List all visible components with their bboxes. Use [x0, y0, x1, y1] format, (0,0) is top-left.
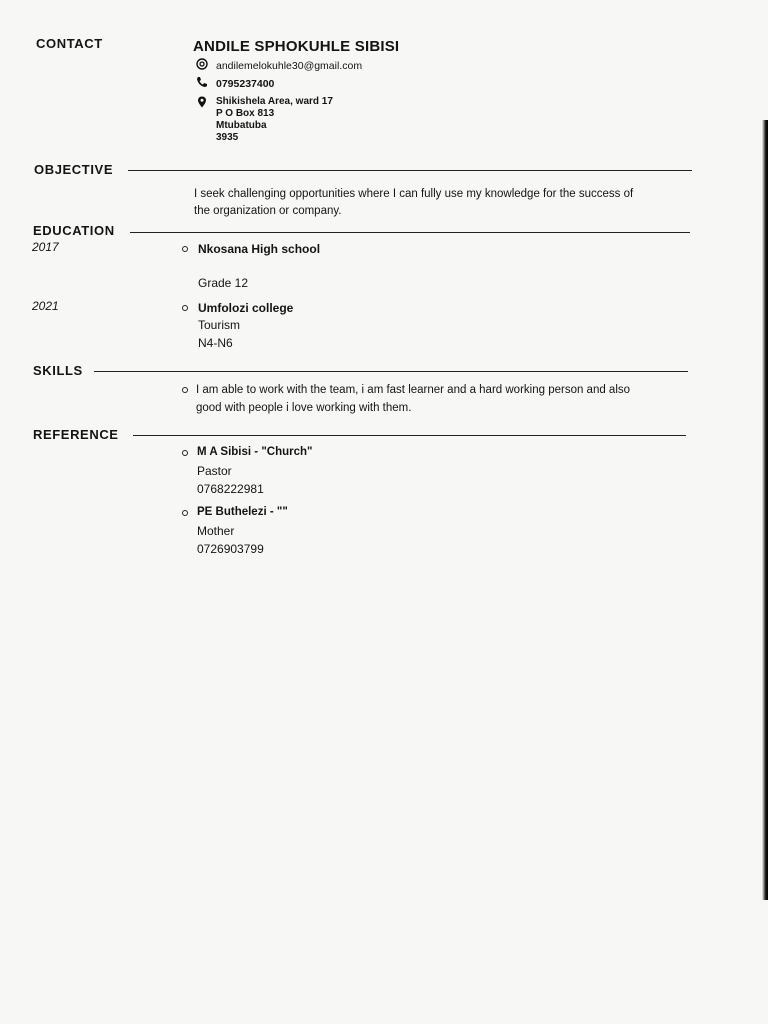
education-divider	[130, 232, 690, 233]
bullet-icon	[182, 246, 188, 252]
bullet-icon	[182, 305, 188, 311]
address-line-2: P O Box 813	[216, 108, 275, 119]
email-text: andilemelokuhle30@gmail.com	[216, 59, 363, 72]
reference-name: PE Buthelezi - ""	[197, 506, 288, 518]
reference-phone: 0726903799	[197, 542, 264, 556]
bullet-icon	[182, 450, 188, 456]
objective-line-1: I seek challenging opportunities where I can fully use my knowledge for the success of	[194, 188, 634, 200]
education-heading: EDUCATION	[33, 223, 115, 238]
education-school: Umfolozi college	[198, 301, 294, 315]
skills-line-2: good with people i love working with them.	[196, 402, 412, 414]
reference-divider	[133, 435, 686, 436]
at-icon	[196, 58, 210, 73]
bullet-icon	[182, 387, 188, 393]
scan-edge-shadow	[762, 120, 768, 900]
education-detail: Grade 12	[198, 276, 249, 290]
education-detail: Tourism	[198, 318, 241, 332]
phone-line	[196, 76, 274, 91]
education-year: 2021	[32, 299, 59, 313]
bullet-icon	[182, 510, 188, 516]
phone-text: 0795237400	[216, 77, 275, 90]
address-line-1: Shikishela Area, ward 17	[216, 96, 333, 107]
applicant-name: ANDILE SPHOKUHLE SIBISI	[193, 38, 400, 55]
reference-role: Pastor	[197, 464, 232, 478]
skills-heading: SKILLS	[33, 363, 83, 378]
reference-role: Mother	[197, 524, 235, 538]
phone-icon	[196, 76, 210, 91]
education-year: 2017	[32, 240, 59, 254]
education-school: Nkosana High school	[198, 242, 321, 256]
objective-heading: OBJECTIVE	[34, 162, 114, 177]
reference-phone: 0768222981	[197, 482, 264, 496]
contact-heading: CONTACT	[36, 36, 103, 51]
reference-heading: REFERENCE	[33, 427, 119, 442]
skills-divider	[94, 371, 688, 372]
education-detail: N4-N6	[198, 336, 233, 350]
reference-name: M A Sibisi - "Church"	[197, 446, 313, 458]
objective-line-2: the organization or company.	[194, 205, 342, 217]
email-line	[196, 58, 362, 73]
address-line-3: Mtubatuba	[216, 120, 267, 131]
location-pin-icon	[197, 95, 207, 113]
address-line-4: 3935	[216, 132, 239, 143]
skills-line-1: I am able to work with the team, i am fast learner and a hard working person and also	[196, 384, 631, 396]
objective-divider	[128, 170, 692, 171]
